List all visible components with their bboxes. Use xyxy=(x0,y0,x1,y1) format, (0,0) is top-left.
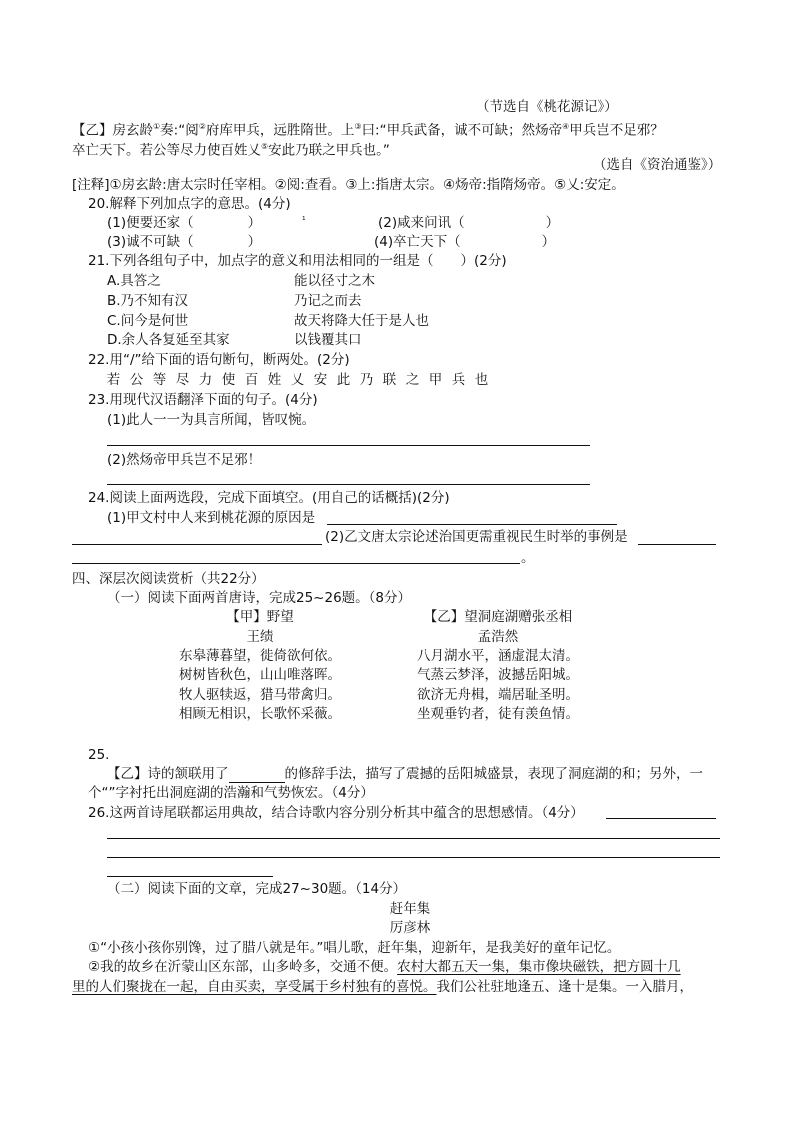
poem-a-line: 相顾无相识，长歌怀采薇。 xyxy=(179,706,341,722)
poem-a-line: 东皋薄暮望，徙倚欲何依。 xyxy=(179,648,341,664)
question-20-item-1: (1)便要还家（ ） xyxy=(107,215,262,231)
answer-line[interactable] xyxy=(107,876,273,877)
answer-blank[interactable] xyxy=(229,768,285,783)
question-23-item-1: (1)此人一一为具言所闻，皆叹惋。 xyxy=(107,412,316,428)
question-25-line2: 个“”字衬托出洞庭湖的浩瀚和气势恢宏。（4分） xyxy=(88,785,374,801)
section-4-part-1: （一）阅读下面两首唐诗，完成25~26题。（8分） xyxy=(107,590,412,606)
poem-b-author: 孟浩然 xyxy=(477,629,519,645)
question-21-option-c-left: C.问今是何世 xyxy=(107,313,189,329)
stray-mark: ¹ xyxy=(302,216,306,226)
question-26: 26.这两首诗尾联都运用典故，结合诗歌内容分别分析其中蕴含的思想感情。（4分） xyxy=(88,805,584,821)
paragraph-1: ①“小孩小孩你别馋，过了腊八就是年。”唱儿歌，赶年集，迎新年，是我美好的童年记忆。 xyxy=(88,940,621,956)
question-21-option-d-left: D.余人各复延至其家 xyxy=(107,332,230,348)
answer-line[interactable] xyxy=(107,484,590,485)
answer-line[interactable] xyxy=(107,857,720,858)
question-20-item-4: (4)卒亡天下（ ） xyxy=(374,234,556,250)
poem-b-line: 气蒸云梦泽，波撼岳阳城。 xyxy=(417,667,579,683)
question-21-option-a-right: 能以径寸之木 xyxy=(294,273,375,289)
poem-b-line: 坐观垂钓者，徒有羡鱼情。 xyxy=(417,706,579,722)
essay-author: 厉彦林 xyxy=(389,920,431,936)
essay-title: 赶年集 xyxy=(389,901,431,917)
question-24: 24.阅读上面两选段，完成下面填空。(用自己的话概括)(2分) xyxy=(88,490,450,506)
question-21: 21.下列各组句子中，加点字的意义和用法相同的一组是（ ）(2分) xyxy=(88,253,507,269)
annotation-notes: [注释]①房玄龄:唐太宗时任宰相。②阅:查看。③上:指唐太宗。④炀帝:指隋炀帝。⑤乂:安定。 xyxy=(72,177,625,193)
question-25-line1: 【乙】诗的颔联用了 的修辞手法，描写了震撼的岳阳城盛景，表现了洞庭湖的和；另外，一 xyxy=(107,766,703,782)
poem-b-line: 八月湖水平，涵虚混太清。 xyxy=(417,648,579,664)
question-22: 22.用“/”给下面的语句断句，断两处。(2分) xyxy=(88,352,350,368)
answer-line[interactable] xyxy=(107,838,720,839)
question-21-option-c-right: 故天将降大任于是人也 xyxy=(294,313,429,329)
poem-a-title: 【甲】野望 xyxy=(226,609,294,625)
paragraph-2-line1: ②我的故乡在沂蒙山区东部，山多岭多，交通不便。农村大都五天一集，集市像块磁铁，把方圆十几 xyxy=(88,959,681,975)
question-21-option-a-left: A.具答之 xyxy=(107,273,161,289)
poem-a-line: 树树皆秋色，山山唯落晖。 xyxy=(179,667,341,683)
question-24-period: 。 xyxy=(521,550,535,566)
poem-a-line: 牧人驱犊返，猎马带禽归。 xyxy=(179,687,341,703)
question-24-item-1: (1)甲文村中人来到桃花源的原因是 xyxy=(107,510,316,526)
question-21-option-b-left: B.乃不知有汉 xyxy=(107,293,189,309)
source-zizhitongjian: （选自《资治通鉴》） xyxy=(593,157,722,173)
passage-yi-line1: 【乙】房玄龄①奏:“阅②府库甲兵，远胜隋世。上③曰:“甲兵武备，诚不可缺；然炀帝④甲兵岂不足邪？ xyxy=(72,122,664,139)
poem-a-author: 王绩 xyxy=(246,629,274,645)
question-23-item-2: (2)然炀帝甲兵岂不足邪！ xyxy=(107,452,262,468)
answer-line[interactable] xyxy=(638,544,716,545)
poem-b-title: 【乙】望洞庭湖赠张丞相 xyxy=(423,609,573,625)
question-21-option-b-right: 乃记之而去 xyxy=(294,293,362,309)
poem-b-line: 欲济无舟楫，端居耻圣明。 xyxy=(417,687,579,703)
answer-line[interactable] xyxy=(72,563,520,564)
answer-line[interactable] xyxy=(606,818,716,819)
section-4-part-2: （二）阅读下面的文章，完成27~30题。（14分） xyxy=(107,881,407,897)
question-25: 25. xyxy=(88,747,110,763)
answer-line[interactable] xyxy=(327,524,617,525)
question-23: 23.用现代汉语翻泽下面的句子。(4分) xyxy=(88,392,318,408)
question-21-option-d-right: 以钱覆其口 xyxy=(294,332,362,348)
question-20-item-3: (3)诚不可缺（ ） xyxy=(107,234,262,250)
section-4-heading: 四、深层次阅读赏析（共22分） xyxy=(72,571,265,587)
question-20: 20.解释下列加点字的意思。(4分) xyxy=(88,196,291,212)
question-24-item-2: (2)乙文唐太宗论述治国更需重视民生时举的事例是 xyxy=(325,529,628,545)
source-taohuayuan: （节选自《桃花源记》） xyxy=(476,99,618,115)
question-20-item-2: (2)咸来问讯（ ） xyxy=(378,215,560,231)
question-22-sentence: 若 公 等 尽 力 使 百 姓 乂 安 此 乃 联 之 甲 兵 也 xyxy=(106,372,489,388)
passage-yi-line2: 卒亡天下。若公等尽力使百姓乂⑤安此乃联之甲兵也。” xyxy=(72,142,390,159)
answer-line[interactable] xyxy=(107,445,590,446)
paragraph-2-line2: 里的人们聚拢在一起，自由买卖，享受属于乡村独有的喜悦。我们公社驻地逢五、逢十是集。一入腊月， xyxy=(72,979,693,995)
answer-line[interactable] xyxy=(72,544,322,545)
